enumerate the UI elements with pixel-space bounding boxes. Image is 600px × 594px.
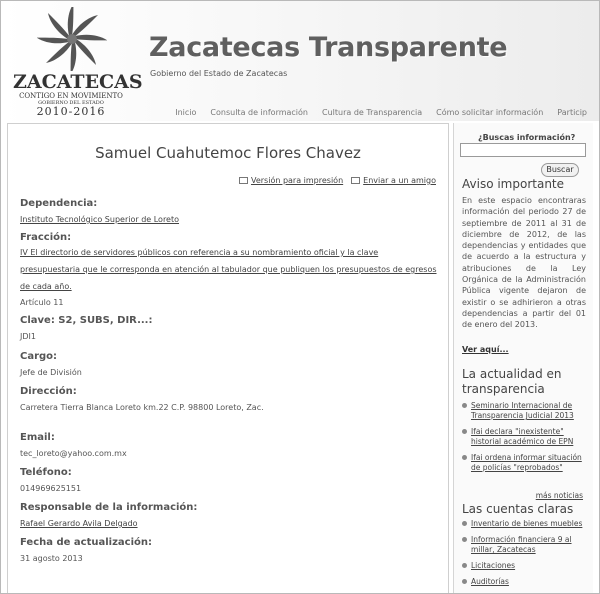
fecha-label: Fecha de actualización: xyxy=(20,537,152,548)
print-link[interactable] xyxy=(239,176,343,185)
telefono-value: 014969625151 xyxy=(20,484,82,493)
email-friend-label: Enviar a un amigo xyxy=(363,176,436,185)
top-navigation xyxy=(175,108,587,117)
more-news-link[interactable]: más noticias xyxy=(535,491,583,500)
bullet-icon xyxy=(462,563,467,568)
account-item-label: Inventario de bienes muebles xyxy=(471,519,583,528)
account-item-label: Información financiera 9 al millar, Zacatecas xyxy=(471,535,572,554)
nav-item-inicio[interactable]: Inicio xyxy=(175,108,197,117)
logo-government: GOBIERNO DEL ESTADO xyxy=(38,100,104,106)
search-input[interactable] xyxy=(460,143,586,157)
telefono-label: Teléfono: xyxy=(20,467,72,478)
printer-icon xyxy=(239,177,248,184)
fecha-value: 31 agosto 2013 xyxy=(20,554,83,563)
clave-value: JDI1 xyxy=(20,332,36,341)
site-subtitle: Gobierno del Estado de Zacatecas xyxy=(150,69,288,78)
bullet-icon xyxy=(462,429,467,434)
logo-tagline: CONTIGO EN MOVIMIENTO xyxy=(19,92,123,100)
nav-item-participa[interactable]: Particip xyxy=(557,108,587,117)
site-title[interactable]: Zacatecas Transparente xyxy=(149,32,508,63)
articulo-value: Artículo 11 xyxy=(20,298,64,307)
news-item[interactable] xyxy=(462,401,590,421)
news-item[interactable] xyxy=(462,453,590,473)
account-item-label: Licitaciones xyxy=(471,561,516,570)
news-item-label: Ifai ordena informar situación de policías "reprobados" xyxy=(471,453,582,472)
notice-text: En este espacio encontraras información del periodo 27 de septiembre de 2011 al 31 de diciembre de 2012, de las dependencias y entidades que de acuerdo a la estructura y atribuciones de la Ley Orgánica de la Administración Pública vigente dejaron de existir o se adhirieron a otras dependencias a partir del 01 de enero del 2013. xyxy=(462,196,586,330)
search-label: ¿Buscas información? xyxy=(478,133,576,142)
news-item-label: Ifai declara "inexistente" historial académico de EPN xyxy=(471,427,574,446)
page-tools xyxy=(239,176,436,185)
account-item[interactable] xyxy=(462,577,590,587)
notice-link[interactable]: Ver aquí... xyxy=(462,345,509,354)
nav-item-cultura[interactable]: Cultura de Transparencia xyxy=(322,108,423,117)
cargo-value: Jefe de División xyxy=(20,368,82,377)
account-item[interactable] xyxy=(462,519,590,529)
main-content xyxy=(7,123,449,594)
email-value[interactable]: tec_loreto@yahoo.com.mx xyxy=(20,449,127,458)
clave-label: Clave: S2, SUBS, DIR...: xyxy=(20,315,153,326)
print-label: Versión para impresión xyxy=(250,176,344,185)
nav-item-como-solicitar[interactable]: Cómo solicitar información xyxy=(436,108,544,117)
news-item-label: Seminario Internacional de Transparencia Judicial 2013 xyxy=(471,401,574,420)
cargo-label: Cargo: xyxy=(20,351,58,362)
zacatecas-logo-icon[interactable] xyxy=(37,7,107,71)
detail-fields xyxy=(20,198,440,563)
direccion-label: Dirección: xyxy=(20,386,77,397)
news-title: La actualidad en transparencia xyxy=(462,367,562,396)
news-item[interactable] xyxy=(462,427,590,447)
notice-title: Aviso importante xyxy=(462,177,565,191)
email-friend-link[interactable] xyxy=(351,176,436,185)
dependencia-value[interactable]: Instituto Tecnológico Superior de Loreto xyxy=(20,215,180,224)
bullet-icon xyxy=(462,537,467,542)
accounts-title: Las cuentas claras xyxy=(462,502,574,516)
page-title: Samuel Cuahutemoc Flores Chavez xyxy=(95,144,361,162)
account-item[interactable] xyxy=(462,535,590,555)
dependencia-label: Dependencia: xyxy=(20,198,98,209)
nav-item-consulta[interactable]: Consulta de información xyxy=(210,108,308,117)
envelope-icon xyxy=(351,177,360,184)
news-list xyxy=(462,401,590,479)
account-item-label: Auditorías xyxy=(471,577,509,586)
logo-wordmark: ZACATECAS xyxy=(13,71,143,93)
bullet-icon xyxy=(462,403,467,408)
bullet-icon xyxy=(462,455,467,460)
account-item[interactable] xyxy=(462,561,590,571)
search-button[interactable]: Buscar xyxy=(541,163,579,177)
fraccion-label: Fracción: xyxy=(20,232,72,243)
fraccion-value[interactable]: IV El directorio de servidores públicos con referencia a su nombramiento oficial y la clave presupuestaria que le corresponda en atención al tabulador que publiquen los presupuestos de egresos de cada año. xyxy=(20,248,437,291)
direccion-value: Carretera Tierra Blanca Loreto km.22 C.P. 98800 Loreto, Zac. xyxy=(20,403,264,412)
bullet-icon xyxy=(462,521,467,526)
responsable-value[interactable]: Rafael Gerardo Avila Delgado xyxy=(20,519,138,528)
bullet-icon xyxy=(462,579,467,584)
responsable-label: Responsable de la información: xyxy=(20,502,198,513)
accounts-list xyxy=(462,519,590,593)
logo-years: 2010-2016 xyxy=(36,105,106,118)
email-label: Email: xyxy=(20,432,55,443)
sidebar xyxy=(453,123,593,594)
site-header xyxy=(1,1,599,121)
